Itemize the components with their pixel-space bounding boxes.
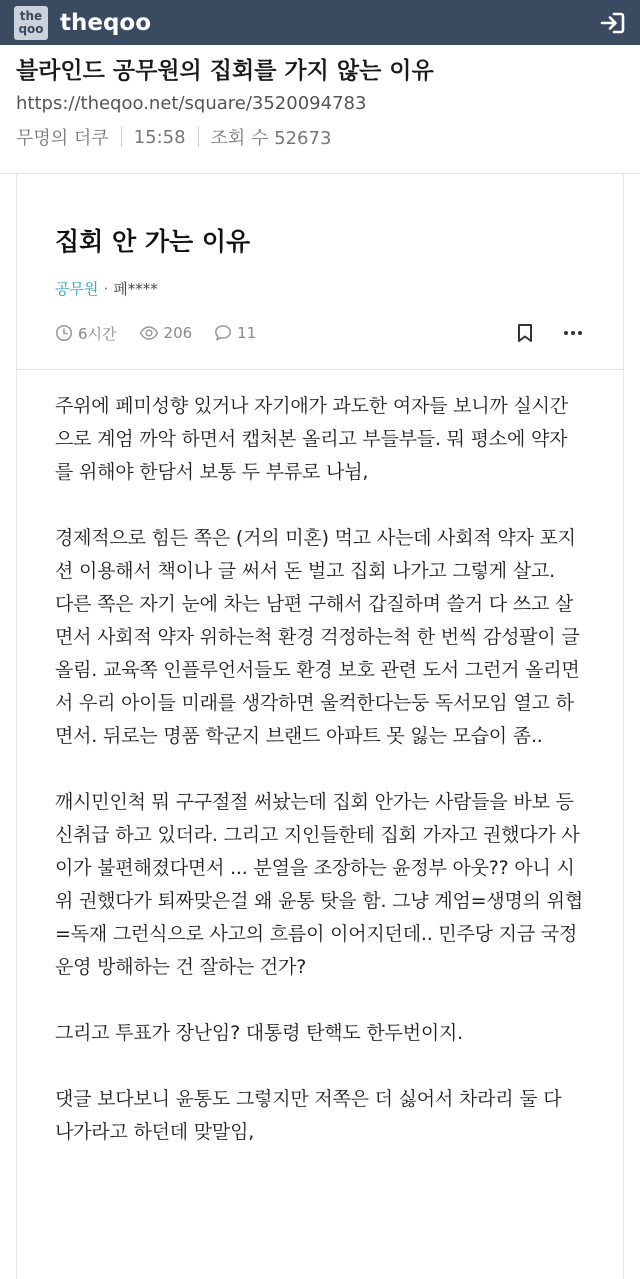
login-icon[interactable] <box>598 9 626 37</box>
time-stat <box>55 323 117 344</box>
body-paragraph: 댓글 보다보니 윤통도 그렇지만 저쪽은 더 싫어서 차라리 둘 다 나가라고 하던데 맞말임, <box>55 1088 562 1143</box>
body-paragraph: 그리고 투표가 장난임? 대통령 탄핵도 한두번이지. <box>55 1022 464 1044</box>
body-paragraph: 다른 쪽은 자기 눈에 차는 남편 구해서 갑질하며 쓸거 다 쓰고 살면서 사회적 약자 위하는척 환경 걱정하는척 한 번씩 감성팔이 글 올림. 교육쪽 인플루언서들도 환경 보호 관련 도서 그런거 올리면서 우리 아이들 미래를 생각하면 울컥한다는둥 독서모임 열고 하면서. 뒤로는 명품 학군지 브랜드 아파트 못 잃는 모습이 좀.. <box>55 593 580 747</box>
comments-count: 11 <box>237 324 257 342</box>
page-title: 블라인드 공무원의 집회를 가지 않는 이유 <box>16 58 434 84</box>
meta-divider <box>198 127 199 147</box>
author-tag[interactable]: 공무원 <box>55 280 99 298</box>
embedded-post-stats <box>55 321 585 345</box>
logo-text-bottom: qoo <box>18 21 44 36</box>
embedded-post-author <box>55 278 585 299</box>
post-url[interactable]: https://theqoo.net/square/3520094783 <box>16 93 367 114</box>
body-paragraph: 깨시민인척 뭐 구구절절 써놨는데 집회 안가는 사람들을 바보 등신취급 하고 있더라. 그리고 지인들한테 집회 가자고 권했다가 사이가 불편해졌다면서 ... 분열을 조장하는 윤정부 아웃?? 아니 시위 권했다가 퇴짜맞은걸 왜 윤통 탓을 함. 그냥 계엄=생명의 위협=독재 그런식으로 사고의 흐름이 이어지던데.. 민주당 지금 국정운영 방해하는 건 잘하는 건가? <box>55 791 583 978</box>
eye-icon <box>139 325 159 341</box>
views-count: 206 <box>163 324 193 342</box>
post-views: 조회 수 52673 <box>210 128 332 149</box>
site-logo[interactable] <box>14 6 48 40</box>
post-body <box>55 390 585 1149</box>
bookmark-icon[interactable] <box>513 321 537 345</box>
comment-icon <box>214 324 232 342</box>
post-header <box>0 45 640 151</box>
body-paragraph <box>55 1050 585 1083</box>
views-stat <box>139 324 193 342</box>
time-text: 6시간 <box>78 324 117 343</box>
logo-text-top: the <box>19 8 43 23</box>
body-paragraph <box>55 753 585 786</box>
post-meta <box>16 123 624 151</box>
embedded-post-screenshot <box>16 174 624 1279</box>
post-author: 무명의 더쿠 <box>16 128 109 149</box>
author-name: 페**** <box>113 280 158 298</box>
embedded-post-title: 집회 안 가는 이유 <box>55 227 251 256</box>
meta-divider <box>121 127 122 147</box>
body-paragraph: 주위에 페미성향 있거나 자기애가 과도한 여자들 보니까 실시간으로 계엄 까악 하면서 캡처본 올리고 부들부들. 뭐 평소에 약자를 위해야 한담서 보통 두 부류로 나뉨, <box>55 395 568 483</box>
author-separator: · <box>103 279 109 298</box>
top-bar <box>0 0 640 45</box>
more-options-icon[interactable] <box>561 321 585 345</box>
body-paragraph <box>55 489 585 522</box>
body-paragraph: 경제적으로 힘든 쪽은 (거의 미혼) 먹고 사는데 사회적 약자 포지션 이용해서 책이나 글 써서 돈 벌고 집회 나가고 그렇게 살고. <box>55 527 576 582</box>
brand-name[interactable]: theqoo <box>60 9 152 36</box>
post-time: 15:58 <box>133 126 186 148</box>
body-paragraph <box>55 984 585 1017</box>
embedded-divider <box>17 369 623 370</box>
clock-icon <box>55 324 73 342</box>
post-actions <box>489 321 585 345</box>
comments-stat[interactable] <box>214 324 256 342</box>
